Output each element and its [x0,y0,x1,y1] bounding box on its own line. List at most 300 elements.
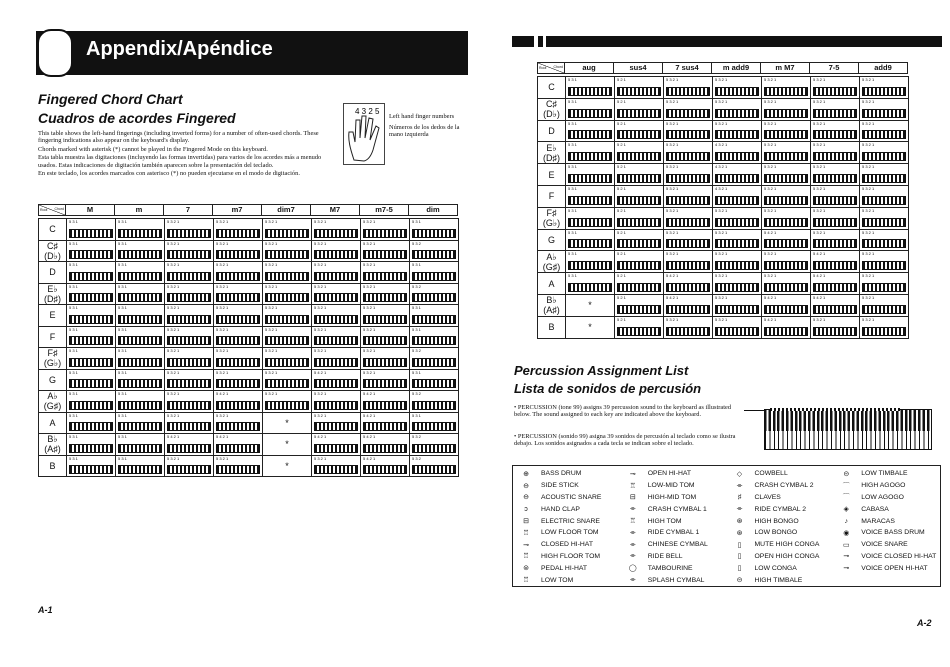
chord-cell [263,348,312,370]
keyboard-diagram [715,261,759,270]
percussion-instrument-icon: ⊸ [843,565,850,573]
percussion-item [626,539,727,551]
percussion-item [519,551,620,563]
keyboard-diagram [363,358,407,367]
chord-cell [860,121,909,143]
chord-cell [664,273,713,295]
percussion-instrument-icon: ⊕ [523,470,529,478]
percussion-item [839,562,940,574]
chord-cell [860,186,909,208]
chord-cell [410,284,459,306]
fingering-numbers: 5 3 2 1 [862,77,875,82]
percussion-instrument-icon: ⌯ [629,576,636,584]
keyboard-diagram [764,109,808,118]
keyboard-diagram [568,218,612,227]
fingering-numbers: 5 3 2 1 [216,348,229,353]
hand-label-es: Números de los dedos de la mano izquierda [389,123,460,139]
keyboard-diagram [715,239,759,248]
root-note: B♭ [47,434,58,445]
chord-cell [312,262,361,284]
keyboard-arrow [744,410,764,411]
keyboard-diagram [715,283,759,292]
fingering-numbers: 5 4 2 1 [167,434,180,439]
unavailable-asterisk: * [588,300,592,311]
column-header: m [115,204,164,216]
fingering-numbers: 5 3 2 1 [764,120,777,126]
chord-cell [361,262,410,284]
keyboard-diagram [715,327,759,336]
keyboard-diagram [69,444,113,453]
percussion-item [733,492,834,504]
chord-cell [566,317,615,339]
percussion-label: CHINESE CYMBAL [647,541,708,549]
chord-cell [410,241,459,263]
chord-cell [566,77,615,99]
root-note: F [548,191,555,202]
fingering-numbers: 5 3 2 1 [862,164,875,170]
keyboard-diagram [118,358,162,367]
percussion-column [833,466,940,586]
keyboard-diagram [412,315,456,324]
keyboard-diagram [167,229,211,238]
fingering-numbers: 5 3 1 [118,240,127,246]
fingering-numbers: 5 3 2 1 [216,369,229,375]
chord-cell [713,99,762,121]
keyboard-diagram [617,218,661,227]
fingering-numbers: 5 3 2 1 [167,326,180,332]
fingering-numbers: 5 3 1 [412,326,421,332]
fingering-numbers: 5 4 2 1 [813,294,826,300]
chord-cell [713,142,762,164]
keyboard-diagram [862,218,906,227]
chord-cell [664,208,713,230]
fingering-numbers: 5 3 2 1 [216,455,229,461]
fingering-numbers: 5 3 2 1 [265,283,278,289]
chord-table-header [38,204,458,216]
chord-cell [116,219,165,241]
root-note: F♯ [546,208,557,219]
root-note-alt: (G♯) [43,401,62,412]
percussion-instrument-icon: ▭ [842,541,850,549]
chord-cell [615,295,664,317]
fingering-numbers: 5 3 2 1 [314,391,327,396]
fingering-numbers: 5 3 2 1 [265,219,278,224]
intro-paragraph: Chords marked with asterisk (*) cannot be played in the Fingered Mode on this keyboard. [38,145,268,153]
chord-cell [762,273,811,295]
root-note: E♭ [47,283,58,294]
fingering-numbers: 5 4 2 1 [216,391,229,396]
fingering-numbers: 5 3 2 1 [764,207,777,213]
keyboard-diagram [314,293,358,302]
percussion-item [519,574,620,586]
root-note-alt: (A♯) [543,305,560,316]
keyboard-diagram [216,250,260,259]
fingering-numbers: 5 3 2 1 [314,262,327,267]
chord-cell [312,284,361,306]
chord-cell [67,434,116,456]
chord-cell [410,219,459,241]
fingering-numbers: 5 2 1 [617,120,626,126]
chord-cell [410,327,459,349]
percussion-label: RIDE CYMBAL 1 [647,529,700,537]
percussion-label: MUTE HIGH CONGA [754,541,820,549]
keyboard-diagram [363,422,407,431]
percussion-instrument-icon: ♯ [737,493,742,501]
keyboard-diagram [813,327,857,336]
fingering-numbers: 5 4 2 1 [666,294,679,300]
right-page-top-bar [512,36,942,47]
chord-cell [615,121,664,143]
keyboard-diagram [363,444,407,453]
fingering-numbers: 5 3 2 1 [764,77,777,82]
chord-cell [615,317,664,339]
keyboard-diagram [764,283,808,292]
fingering-numbers: 5 3 2 1 [862,273,875,279]
percussion-item [519,468,620,480]
fingering-numbers: 5 3 2 1 [265,391,278,396]
keyboard-diagram [666,305,710,314]
keyboard-diagram [265,336,309,345]
percussion-label: CABASA [861,505,889,513]
keyboard-diagram [617,239,661,248]
percussion-label: RIDE BELL [647,552,683,560]
percussion-item [733,527,834,539]
chord-cell [165,370,214,392]
keyboard-diagram [118,250,162,259]
root-note: A [548,278,555,289]
keyboard-diagram [813,305,857,314]
percussion-label: CRASH CYMBAL 2 [754,482,814,490]
fingering-numbers: 5 3 2 1 [363,240,376,246]
fingering-numbers: 5 3 2 1 [363,219,376,224]
keyboard-diagram [69,272,113,281]
fingering-numbers: 5 3 1 [69,391,78,396]
chord-cell [67,413,116,435]
percussion-item [626,503,727,515]
chord-cell [165,305,214,327]
intro-paragraph: En este teclado, los acordes marcados con asterisco (*) no pueden ejecutarse en el modo de digitación. [38,170,300,178]
fingering-numbers: 5 4 2 1 [363,455,376,461]
column-header: 7-5 [810,62,859,74]
keyboard-diagram [314,336,358,345]
percussion-instrument-icon: ⌯ [629,540,636,548]
percussion-item [519,539,620,551]
chord-cell [116,434,165,456]
fingering-numbers: 5 3 1 [118,391,127,396]
keyboard-diagram [862,130,906,139]
keyboard-diagram [69,293,113,302]
chord-cell [312,456,361,478]
fingering-numbers: 5 2 1 [617,207,626,213]
keyboard-diagram [568,239,612,248]
keyboard-diagram [813,283,857,292]
chord-cell [713,77,762,99]
chord-cell [811,142,860,164]
root-note: B [548,322,555,333]
fingering-numbers: 5 2 1 [617,98,626,104]
fingering-numbers: 5 3 2 1 [813,316,826,322]
fingering-numbers: 5 3 2 1 [363,262,376,267]
chord-cell [664,295,713,317]
percussion-item [733,468,834,480]
keyboard-diagram [617,152,661,161]
root-note-cell [538,317,566,339]
root-note-cell [39,284,67,306]
chord-cell [67,305,116,327]
fingering-numbers: 5 3 2 1 [862,294,875,300]
chord-cell [664,317,713,339]
chord-cell [410,305,459,327]
keyboard-diagram [568,174,612,183]
percussion-instrument-icon: ↄ [524,505,528,513]
keyboard-diagram [666,109,710,118]
fingering-numbers: 5 3 2 1 [715,251,728,257]
keyboard-diagram [314,444,358,453]
percussion-instrument-icon: ♖ [629,482,636,490]
fingering-numbers: 5 3 1 [568,120,577,126]
chord-cell [664,99,713,121]
keyboard-diagram [412,336,456,345]
percussion-instrument-icon: ⌯ [629,505,636,513]
fingering-numbers: 5 3 2 1 [813,120,826,126]
fingering-numbers: 5 3 2 1 [715,294,728,300]
chord-cell [165,327,214,349]
percussion-label: VOICE CLOSED HI-HAT [861,552,937,560]
keyboard-diagram [666,218,710,227]
fingering-numbers: 5 3 2 [412,283,421,289]
root-note-cell [538,273,566,295]
fingering-numbers: 5 3 2 1 [363,348,376,353]
chord-cell [214,391,263,413]
keyboard-diagram [617,196,661,205]
chord-cell [312,434,361,456]
column-header: m7-5 [360,204,409,216]
root-note-cell [538,251,566,273]
chord-cell [615,186,664,208]
percussion-label: LOW CONGA [754,564,797,572]
fingering-numbers: 5 4 2 1 [363,391,376,396]
root-note: G [547,234,555,245]
keyboard-diagram [69,315,113,324]
root-note-cell [538,142,566,164]
fingering-numbers: 5 3 1 [118,348,127,353]
hand-icon [344,104,384,164]
percussion-instrument-icon: ⊸ [843,553,850,561]
left-hand-diagram [343,103,385,165]
percussion-instrument-icon: ⊛ [736,529,743,537]
keyboard-diagram [118,444,162,453]
root-note-alt: (G♭) [542,218,561,229]
chord-cell [312,305,361,327]
chord-cell [410,348,459,370]
keyboard-diagram [314,315,358,324]
chord-cell [410,370,459,392]
percussion-instrument-icon: ⊖ [523,494,529,502]
percussion-instrument-icon: ⊛ [736,518,743,526]
percussion-item [733,515,834,527]
fingering-numbers: 5 3 1 [568,77,577,82]
chord-cell [361,391,410,413]
fingering-numbers: 5 3 2 1 [715,120,728,126]
chord-cell [67,348,116,370]
keyboard-diagram [118,465,162,474]
fingering-numbers: 5 3 1 [568,142,577,148]
percussion-instrument-icon: ◈ [843,506,849,514]
keyboard-diagram [412,250,456,259]
fingering-numbers: 5 3 2 1 [265,326,278,332]
fingering-numbers: 5 3 2 1 [666,142,679,148]
keyboard-diagram [363,315,407,324]
percussion-label: MARACAS [861,517,895,525]
fingering-numbers: 5 3 1 [412,412,421,418]
root-note-cell [538,99,566,121]
corner-chord-label: Chord [54,207,64,211]
root-note-cell [39,434,67,456]
corner-chord-label: Chord [553,65,563,69]
fingering-numbers: 5 3 2 1 [314,455,327,461]
root-note-cell [538,208,566,230]
percussion-instrument-icon: ▯ [737,553,742,561]
fingering-numbers: 5 3 1 [69,369,78,375]
fingering-numbers: 5 2 1 [617,142,626,148]
keyboard-diagram [666,283,710,292]
fingering-numbers: 5 3 1 [69,219,78,224]
percussion-column [727,466,834,586]
fingering-numbers: 5 3 1 [118,262,127,267]
chord-cell [811,186,860,208]
keyboard-diagram [265,315,309,324]
keyboard-diagram [813,152,857,161]
chord-cell [762,99,811,121]
chord-cell [214,327,263,349]
chord-cell [263,262,312,284]
percussion-item [626,515,727,527]
keyboard-diagram [314,229,358,238]
keyboard-diagram [363,272,407,281]
fingering-numbers: 5 3 2 1 [216,326,229,332]
chord-cell [361,284,410,306]
fingering-numbers: 5 3 2 1 [216,283,229,289]
root-note-cell [39,348,67,370]
chord-cell [263,241,312,263]
chart-heading-es: Cuadros de acordes Fingered [38,110,236,126]
keyboard-diagram [216,272,260,281]
chord-cell [566,99,615,121]
chord-cell [214,262,263,284]
keyboard-diagram [568,87,612,96]
chord-cell [860,273,909,295]
chord-cell [664,142,713,164]
percussion-instrument-icon: ◉ [843,529,850,537]
fingering-numbers: 5 3 2 1 [314,283,327,289]
percussion-label: CLOSED HI-HAT [541,541,593,549]
fingering-numbers: 5 3 1 [69,455,78,461]
chord-cell [664,121,713,143]
fingering-numbers: 5 3 2 1 [314,240,327,246]
root-note-alt: (D♯) [44,293,61,304]
keyboard-diagram [813,239,857,248]
chord-cell [263,391,312,413]
root-note-cell [39,327,67,349]
fingering-numbers: 5 3 2 1 [265,369,278,375]
fingering-numbers: 5 3 2 1 [666,185,679,191]
fingering-numbers: 5 3 1 [69,262,78,267]
fingering-numbers: 5 3 2 1 [764,98,777,104]
percussion-label: VOICE OPEN HI-HAT [861,564,928,572]
chord-cell [410,413,459,435]
column-header: m M7 [761,62,810,74]
chord-cell [762,230,811,252]
column-header: sus4 [614,62,663,74]
chord-cell [566,142,615,164]
keyboard-diagram [666,261,710,270]
percussion-instrument-icon: ⊸ [523,541,529,549]
fingering-numbers: 5 3 2 1 [363,305,376,310]
chord-cell [165,219,214,241]
percussion-item [626,527,727,539]
chord-cell [312,219,361,241]
fingering-numbers: 5 3 2 1 [216,305,229,310]
fingering-numbers: 5 3 2 1 [862,251,875,257]
chord-cell [566,121,615,143]
fingering-numbers: 5 3 2 1 [314,219,327,224]
fingering-numbers: 5 3 2 1 [666,251,679,257]
keyboard-diagram [617,174,661,183]
fingering-numbers: 5 3 2 1 [715,207,728,213]
keyboard-diagram [715,130,759,139]
column-header: 7 [164,204,213,216]
root-note-cell [538,295,566,317]
keyboard-diagram [813,174,857,183]
corner-cell [537,62,565,74]
fingering-numbers: 5 3 2 1 [666,164,679,170]
fingering-numbers: 5 3 2 1 [314,348,327,353]
chord-cell [860,295,909,317]
page-number-left: A-1 [38,605,53,615]
keyboard-diagram [862,174,906,183]
keyboard-diagram [69,379,113,388]
fingering-numbers: 5 2 1 [617,185,626,191]
percussion-label: COWBELL [754,470,788,478]
keyboard-diagram [666,87,710,96]
chord-cell [615,77,664,99]
fingering-numbers: 5 3 2 1 [862,316,875,322]
chord-cell [116,456,165,478]
chord-cell [664,186,713,208]
keyboard-diagram [862,152,906,161]
chord-cell [566,186,615,208]
root-note: D [548,125,555,136]
root-note-alt: (G♯) [542,261,561,272]
root-note: A♭ [47,391,58,402]
percussion-instrument-icon: ⊟ [629,494,636,502]
keyboard-diagram [118,422,162,431]
chord-cell [165,434,214,456]
column-header: m add9 [712,62,761,74]
chord-cell [664,251,713,273]
fingering-numbers: 5 3 1 [568,251,577,257]
unavailable-asterisk: * [285,417,289,428]
percussion-label: CLAVES [754,493,781,501]
keyboard-diagram [363,229,407,238]
chord-cell [312,413,361,435]
fingering-numbers: 5 3 2 1 [167,391,180,396]
keyboard-diagram [862,283,906,292]
fingering-numbers: 5 3 1 [568,185,577,191]
percussion-column [620,466,727,586]
keyboard-diagram [617,109,661,118]
chord-cell [811,230,860,252]
